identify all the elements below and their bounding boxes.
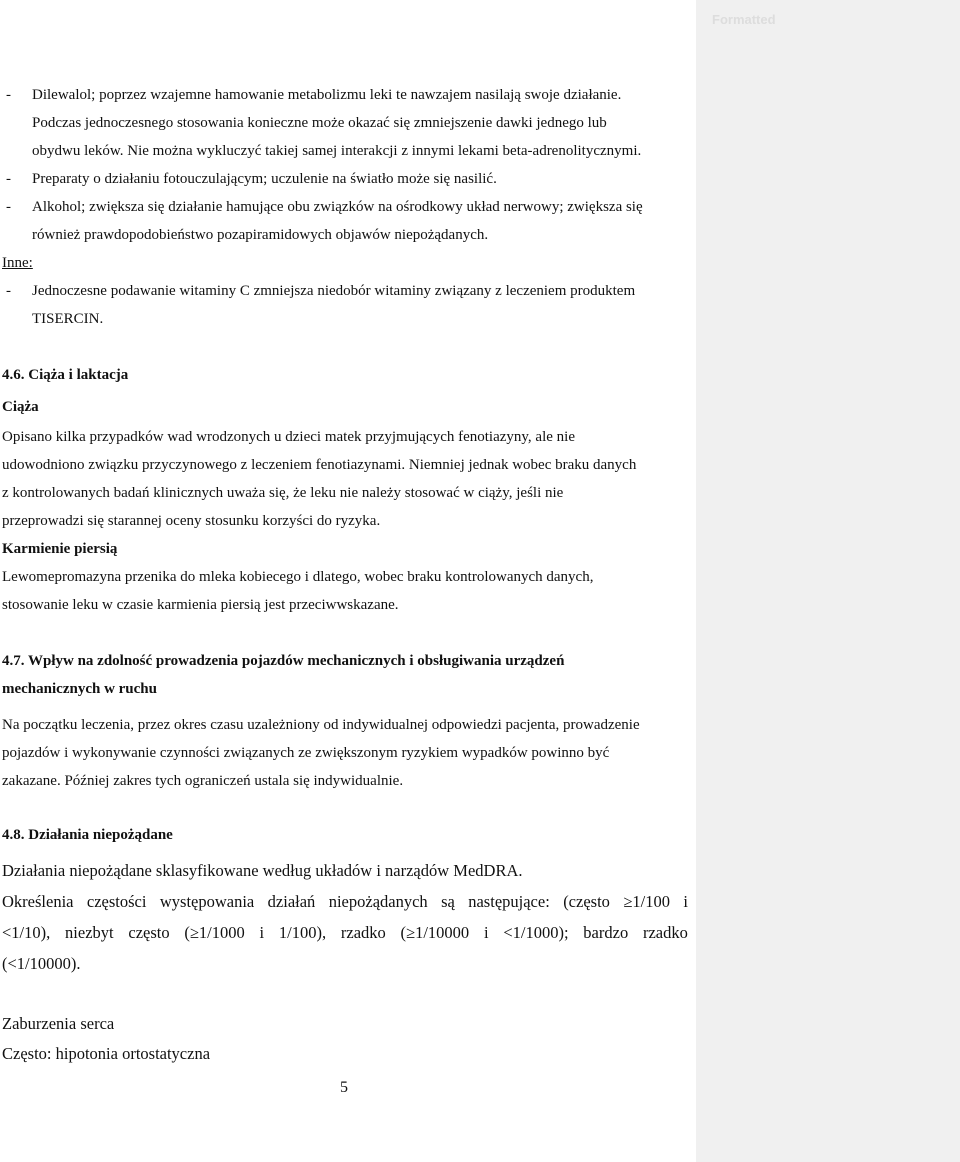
word: niepożądanych bbox=[328, 892, 428, 911]
list-item-line: Dilewalol; poprzez wzajemne hamowanie metabolizmu leki te nawzajem nasilają swoje działanie. bbox=[32, 87, 622, 103]
paragraph-line: z kontrolowanych badań klinicznych uważa się, że leku nie należy stosować w ciąży, jeśli nie bbox=[2, 485, 564, 501]
word: częstości bbox=[86, 892, 147, 911]
list-dash: - bbox=[6, 283, 11, 299]
list-item-line: obydwu leków. Nie można wykluczyć takiej samej interakcji z innymi lekami beta-adrenolitycznymi. bbox=[32, 143, 642, 159]
pregnancy-heading: Ciąża bbox=[2, 399, 39, 415]
sidebar-title: Formatted bbox=[712, 12, 776, 27]
word: często bbox=[128, 923, 170, 942]
word: (≥1/10000 bbox=[400, 923, 470, 942]
word: i bbox=[483, 923, 489, 942]
paragraph-line: udowodniono związku przyczynowego z leczeniem fenotiazynami. Niemniej jednak wobec braku danych bbox=[2, 457, 637, 473]
breastfeeding-heading: Karmienie piersią bbox=[2, 541, 118, 557]
list-item-line: Podczas jednoczesnego stosowania konieczne może okazać się zmniejszenie dawki jednego lub bbox=[32, 115, 607, 131]
word: (≥1/1000 bbox=[184, 923, 245, 942]
frequency-line-3: (<1/10000). bbox=[2, 954, 81, 973]
paragraph-line: Działania niepożądane sklasyfikowane według układów i narządów MedDRA. bbox=[2, 861, 523, 880]
word: i bbox=[259, 923, 265, 942]
section-heading-4-8 bbox=[2, 826, 173, 844]
section-number: 4.8. bbox=[2, 827, 25, 843]
paragraph-line: Na początku leczenia, przez okres czasu uzależniony od indywidualnej odpowiedzi pacjenta, prowadzenie bbox=[2, 717, 640, 733]
word: ≥1/100 bbox=[623, 892, 670, 911]
paragraph-line: Lewomepromazyna przenika do mleka kobiecego i dlatego, wobec braku kontrolowanych danych, bbox=[2, 569, 594, 585]
section-heading-4-7 bbox=[2, 652, 564, 670]
word: rzadko bbox=[642, 923, 688, 942]
list-item-line: Alkohol; zwiększa się działanie hamujące obu związków na ośrodkowy układ nerwowy; zwiększa się bbox=[32, 199, 643, 215]
word: 1/100), bbox=[278, 923, 327, 942]
list-item-line: TISERCIN. bbox=[32, 311, 104, 327]
word: występowania bbox=[159, 892, 255, 911]
word: <1/1000); bbox=[503, 923, 569, 942]
list-item-line: Jednoczesne podawanie witaminy C zmniejsza niedobór witaminy związany z leczeniem produktem bbox=[32, 283, 636, 299]
word: bardzo bbox=[583, 923, 629, 942]
word: (często bbox=[563, 892, 610, 911]
list-dash: - bbox=[6, 87, 11, 103]
paragraph-line: Opisano kilka przypadków wad wrodzonych u dzieci matek przyjmujących fenotiazyny, ale nie bbox=[2, 429, 575, 445]
section-title: Ciąża i laktacja bbox=[28, 367, 129, 383]
section-title: Działania niepożądane bbox=[28, 827, 173, 843]
list-item-line: również prawdopodobieństwo pozapiramidowych objawów niepożądanych. bbox=[32, 227, 489, 243]
frequency-line-2 bbox=[2, 923, 688, 943]
section-title-continued: mechanicznych w ruchu bbox=[2, 681, 157, 697]
section-heading-4-6 bbox=[2, 366, 128, 384]
section-number: 4.7. bbox=[2, 653, 25, 669]
word: Określenia bbox=[2, 892, 74, 911]
comment-sidebar bbox=[696, 0, 960, 1162]
soc-heading: Zaburzenia serca bbox=[2, 1014, 115, 1033]
word: rzadko bbox=[340, 923, 386, 942]
word: działań bbox=[267, 892, 316, 911]
paragraph-line: zakazane. Później zakres tych ograniczeń ustala się indywidualnie. bbox=[2, 773, 404, 789]
word: niezbyt bbox=[65, 923, 114, 942]
other-label: Inne: bbox=[2, 255, 33, 271]
frequency-line-1 bbox=[2, 892, 688, 912]
paragraph-line: pojazdów i wykonywanie czynności związanych ze zwiększonym ryzykiem wypadków powinno być bbox=[2, 745, 610, 761]
section-number: 4.6. bbox=[2, 367, 25, 383]
word: są bbox=[441, 892, 455, 911]
list-item-line: Preparaty o działaniu fotouczulającym; uczulenie na światło może się nasilić. bbox=[32, 171, 497, 187]
list-dash: - bbox=[6, 199, 11, 215]
page-number: 5 bbox=[340, 1079, 348, 1096]
paragraph-line: stosowanie leku w czasie karmienia piersią jest przeciwwskazane. bbox=[2, 597, 399, 613]
word: <1/10), bbox=[2, 923, 51, 942]
word: i bbox=[683, 892, 688, 911]
list-dash: - bbox=[6, 171, 11, 187]
section-title: Wpływ na zdolność prowadzenia pojazdów mechanicznych i obsługiwania urządzeń bbox=[27, 653, 565, 669]
word: następujące: bbox=[468, 892, 550, 911]
paragraph-line: przeprowadzi się starannej oceny stosunku korzyści do ryzyka. bbox=[2, 513, 381, 529]
soc-item: Często: hipotonia ortostatyczna bbox=[2, 1044, 211, 1063]
